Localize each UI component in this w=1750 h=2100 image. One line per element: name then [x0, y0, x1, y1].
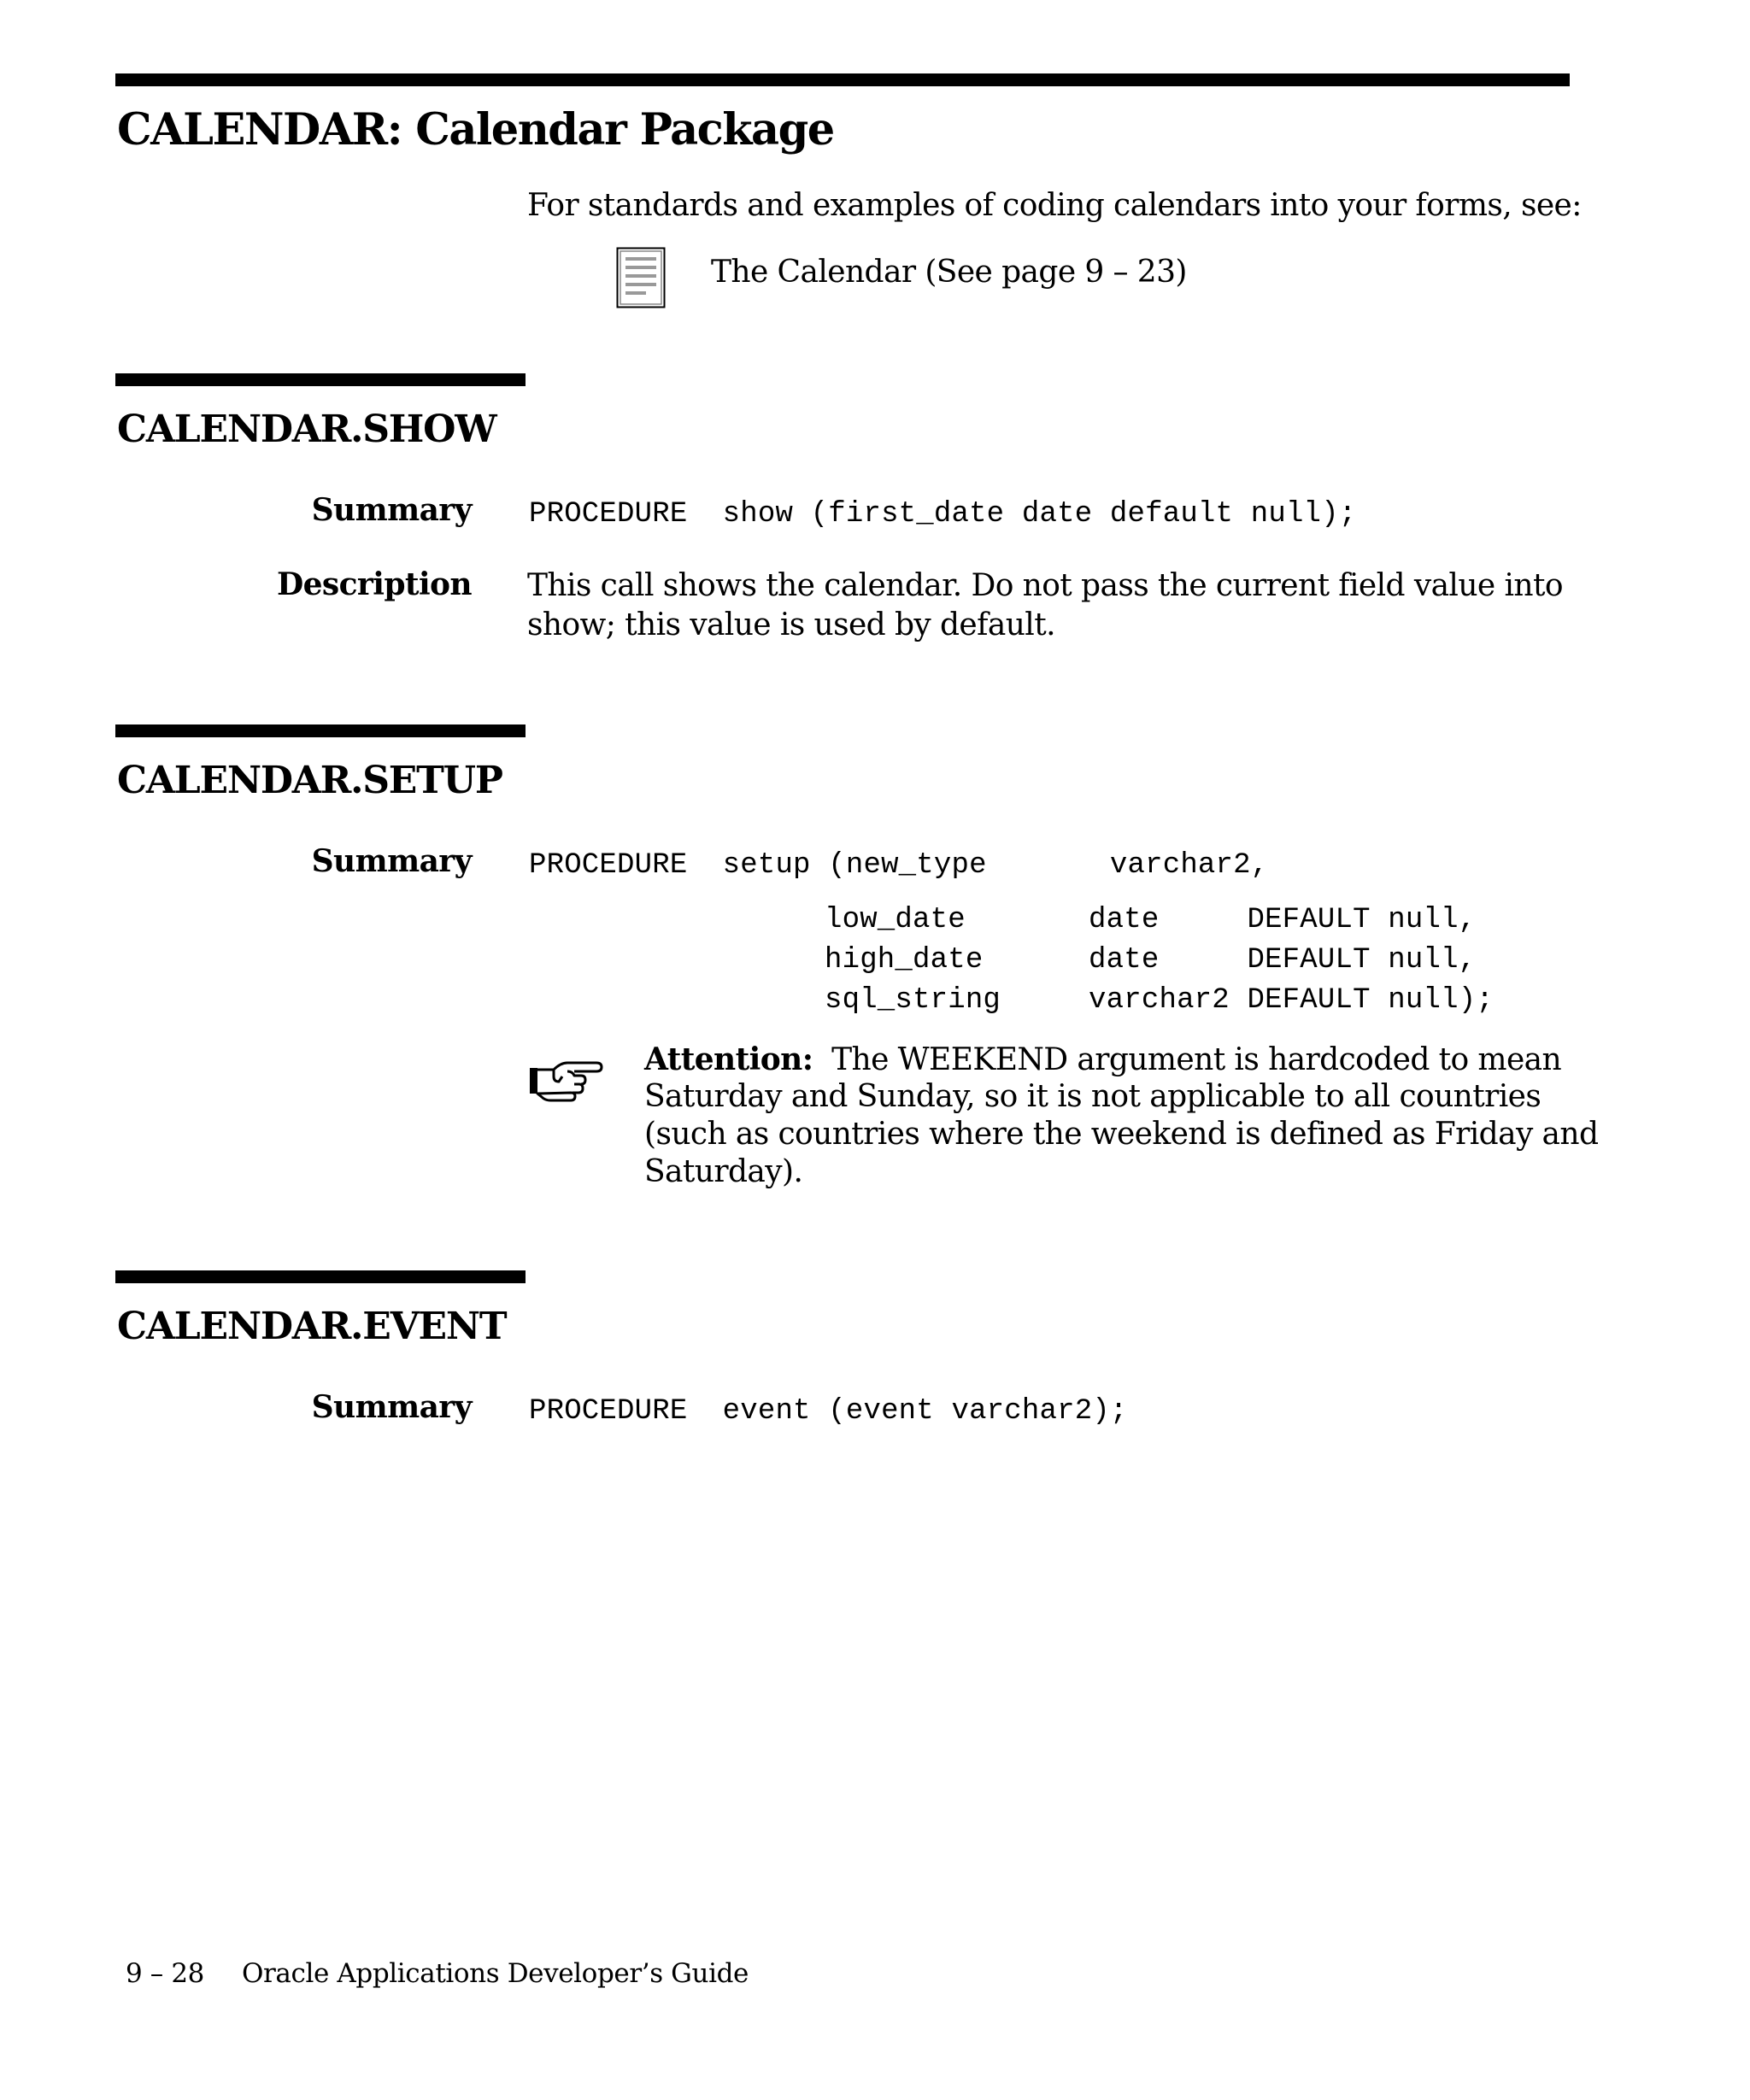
attention-line-2: Saturday and Sunday, so it is not applicable to all countries — [644, 1079, 1542, 1114]
attention-line-4: Saturday). — [644, 1154, 803, 1189]
summary-label-event: Summary — [311, 1389, 472, 1425]
section-rule-event — [115, 1270, 526, 1283]
reference-link[interactable]: The Calendar (See page 9 – 23) — [711, 255, 1187, 290]
attention-line-3: (such as countries where the weekend is defined as Friday and — [644, 1117, 1599, 1152]
summary-code-setup: PROCEDURE setup (new_type varchar2, — [529, 849, 1269, 882]
attention-text: The WEEKEND argument is hardcoded to mean — [831, 1042, 1562, 1077]
section-rule-setup — [115, 724, 526, 737]
attention-label: Attention: — [644, 1041, 813, 1077]
heading-calendar-event: CALENDAR.EVENT — [117, 1305, 507, 1348]
page-number: 9 – 28 — [126, 1958, 204, 1989]
section-rule-show — [115, 373, 526, 386]
heading-calendar-setup: CALENDAR.SETUP — [117, 759, 502, 802]
description-line-1: This call shows the calendar. Do not pass the current field value into — [527, 568, 1563, 603]
summary-label-setup: Summary — [311, 843, 472, 879]
book-title: Oracle Applications Developer’s Guide — [242, 1958, 749, 1989]
summary-label-show: Summary — [311, 492, 472, 528]
heading-calendar-show: CALENDAR.SHOW — [117, 408, 496, 451]
document-icon[interactable] — [616, 247, 666, 308]
param-line: sql_string varchar2 DEFAULT null); — [825, 984, 1494, 1017]
top-rule — [115, 73, 1570, 86]
param-line: low_date date DEFAULT null, — [825, 904, 1477, 936]
param-line: high_date date DEFAULT null, — [825, 944, 1477, 977]
summary-code-show: PROCEDURE show (first_date date default null); — [529, 498, 1357, 531]
intro-text: For standards and examples of coding calendars into your forms, see: — [527, 188, 1582, 223]
pointing-hand-icon — [528, 1058, 605, 1104]
attention-line-1 — [644, 1040, 1561, 1080]
description-line-2: show; this value is used by default. — [527, 607, 1055, 642]
description-label-show: Description — [276, 566, 472, 602]
summary-code-event: PROCEDURE event (event varchar2); — [529, 1395, 1128, 1428]
page-title: CALENDAR: Calendar Package — [117, 104, 834, 155]
